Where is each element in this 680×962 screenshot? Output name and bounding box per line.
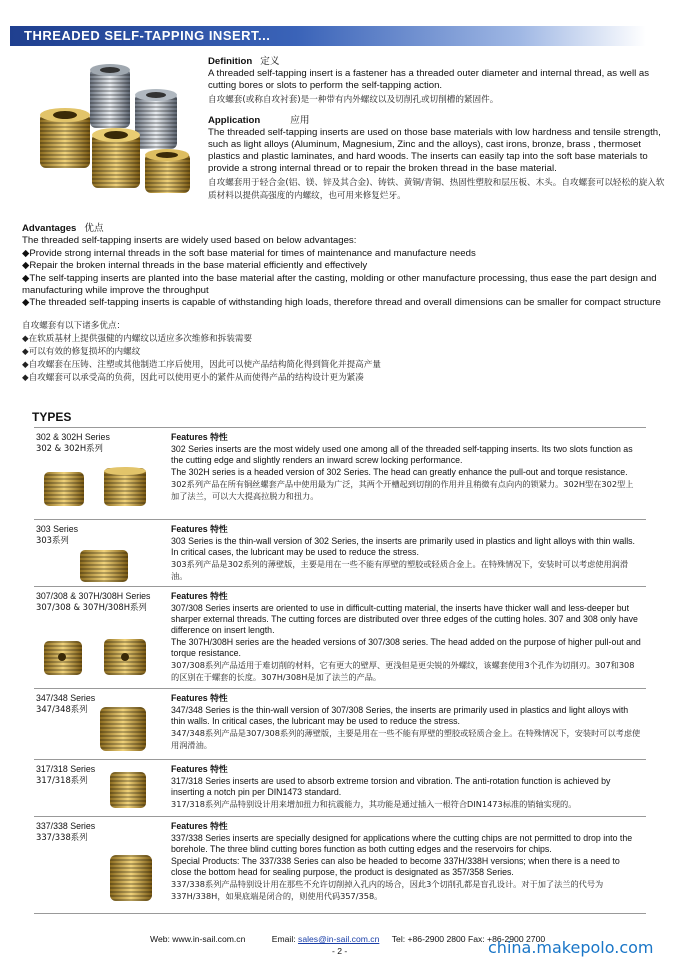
advantage-item: ◆Repair the broken internal threads in the base material efficiently and effectively: [22, 260, 368, 272]
insert-photo: [42, 466, 152, 511]
type-row: [34, 816, 646, 914]
footer-email-label: Email:: [271, 934, 296, 944]
advantage-item: ◆Provide strong internal threads in the soft base material for times of maintenance and manufacture needs: [22, 247, 476, 259]
footer-contact: [150, 934, 545, 944]
insert-photo: [42, 637, 152, 679]
advantage-item-cn: ◆自攻螺套可以承受高的负荷，因此可以使用更小的紧件从而使得产品的结构设计更为紧凑: [22, 372, 364, 383]
definition-section: [208, 56, 668, 203]
definition-text-cn: 自攻螺套(或称自攻衬套)是一种带有内外螺纹以及切削孔或切削槽的紧固件。: [208, 95, 499, 105]
type-row: [34, 519, 646, 586]
application-text: The threaded self-tapping inserts are used on those base materials with low hardness and tensile strength, such as light alloys (Aluminum, Magnesium, Zinc and the alloys), cast irons, bronze, brass , thermoset plastics and plastic laminates, and hard woods. The inserts can easily tap into the soft base materials to provide a strong internal thread or to repair the broken thread in the base material.: [208, 127, 661, 174]
footer-tel-fax: Tel: +86-2900 2800 Fax: +86-2900 2700: [391, 934, 546, 944]
application-text-cn: 自攻螺套用于轻合金(铝、镁、锌及其合金)、铸铁、黄铜/青铜、热固性塑胶和层压板、木头。自攻螺套可以轻松的旋入软质材料以提供高强度的内螺纹，也可用来修复烂牙。: [208, 178, 665, 201]
inserts-photo: [30, 58, 200, 198]
type-row: [34, 688, 646, 759]
type-name: 347/348 Series 347/348系列: [36, 693, 96, 714]
type-features: Features 特性 303 Series is the thin-wall version of 302 Series, the inserts are primarily used in plastics and light alloys with thin walls. In critical cases, the lubricant may be used to reduce the stress. 303系列产品是302系列的薄壁版，主要是用在一些不能有厚壁的塑胶或轻质合金上。在特殊情况下，安装时可以考虑使用润滑油。: [171, 524, 636, 581]
type-name: 302 & 302H Series 302 & 302H系列: [36, 432, 110, 453]
insert-photo: [94, 703, 154, 755]
header-bar: [10, 26, 646, 46]
definition-text: A threaded self-tapping insert is a fastener has a threaded outer diameter and internal thread, as well as cutting bores or slots to perform the self-tapping action.: [208, 68, 650, 91]
type-features: Features 特性 317/318 Series inserts are used to absorb extreme torsion and vibration. The anti-rotation function is achieved by inserting a notch pin per DIN1473 standard. 317/318系列产品特别设计用来增加扭力和抗震能力，其功能是通过插入一根符合DIN1473标准的销轴实现的。: [171, 764, 611, 809]
type-features: Features 特性 347/348 Series is the thin-wall version of 307/308 Series, the inserts are primarily used in plastics and light alloys with thin walls. In critical cases, the lubricant may be used to reduce the stress. 347/348系列产品是307/308系列的薄壁版，主要是用在一些不能有厚壁的塑胶或轻质合金上。在特殊情况下，安装时可以考虑使用润滑油。: [171, 693, 641, 750]
types-table: [34, 427, 646, 914]
type-name: 317/318 Series 317/318系列: [36, 764, 96, 785]
page-number: - 2 -: [332, 946, 348, 956]
definition-heading: Definition 定义: [208, 56, 280, 67]
advantage-item-cn: ◆在软质基材上提供强健的内螺纹以适应多次维修和拆装需要: [22, 333, 253, 344]
type-features: Features 特性 337/338 Series inserts are specially designed for applications where the cutting chips are not permitted to drop into the borehole. The three blind cutting bores function as both cutting edges and the reservoirs for chips. Special Products: The 337/338 Series can also be headed to become 337H/338H versions; when there is a need to close the bottom head for sealing purpose, the product is designated as 357/358 Series. 337/338系列产品特别设计用在那些不允许切削掉入孔内的场合，因此3个切削孔都是盲孔设计。对于加了法兰的代号为337H/338H，如果底端是闭合的，则使用代码357/358。: [171, 821, 633, 901]
insert-photo: [104, 768, 154, 812]
type-features: Features 特性 302 Series inserts are the most widely used one among all of the threaded self-tapping inserts. Its two slots function as the cutting edge and slightly renders an inward screw locking performance. The 302H series is a headed version of 302 Series. The head can greatly enhance the pull-out and torque resistance. 302系列产品在所有铜丝螺套产品中使用最为广泛，其两个开槽起到切削的作用并且稍微有点向内的锁紧力。302H型在302型上加了法兰，可以大大提高拉脱力和扭力。: [171, 432, 634, 501]
advantages-heading: Advantages 优点: [22, 223, 104, 234]
footer-web[interactable]: Web: www.in-sail.com.cn: [150, 934, 246, 944]
advantages-intro: The threaded self-tapping inserts are widely used based on below advantages:: [22, 235, 357, 247]
insert-photo: [104, 851, 158, 905]
type-name: 337/338 Series 337/338系列: [36, 821, 96, 842]
advantages-section: [22, 223, 662, 385]
insert-photo: [70, 548, 140, 584]
advantage-item: ◆The self-tapping inserts are planted into the base material after the casting, molding or other manufacture processing, thus ease the part design and manufacturing while improve the throughput: [22, 272, 657, 297]
advantage-item-cn: ◆可以有效的修复损坏的内螺纹: [22, 346, 141, 357]
type-name: 303 Series 303系列: [36, 524, 79, 545]
type-row: [34, 427, 646, 519]
advantage-item: ◆The threaded self-tapping inserts is capable of withstanding high loads, therefore thread and overall dimensions can be smaller for compact structure: [22, 297, 661, 309]
advantages-intro-cn: 自攻螺套有以下诸多优点：: [22, 320, 126, 331]
type-features: Features 特性 307/308 Series inserts are oriented to use in difficult-cutting material, the inserts have thicker wall and less-deeper but sharper external threads. The cutting forces are distributed over three edges of the cutting holes. 307 and 308 only have difference on insert length. The 307H/308H series are the headed versions of 307/308 series. The head added on the purpose of higher pull-out and torque resistance. 307/308系列产品适用于难切削的材料，它有更大的壁厚、更浅但是更尖锐的外螺纹，该螺套使用3个孔作为切削刃。307和308的区别在于螺套的长度。307H/308H是加了法兰的产品。: [171, 591, 641, 682]
advantages-cn: [22, 320, 662, 385]
advantage-item-cn: ◆自攻螺套在压铸、注塑或其他制造工序后使用，因此可以使产品结构简化得到简化并提高产量: [22, 359, 381, 370]
type-row: [34, 586, 646, 688]
footer-email-link[interactable]: sales@in-sail.com.cn: [298, 934, 380, 944]
page-title: THREADED SELF-TAPPING INSERT...: [24, 28, 271, 43]
type-row: [34, 759, 646, 816]
type-name: 307/308 & 307H/308H Series 307/308 & 307H/308H系列: [36, 591, 151, 612]
types-heading: TYPES: [32, 410, 72, 424]
application-heading: Application 应用: [208, 115, 310, 126]
watermark: china.makepolo.com: [488, 938, 654, 957]
